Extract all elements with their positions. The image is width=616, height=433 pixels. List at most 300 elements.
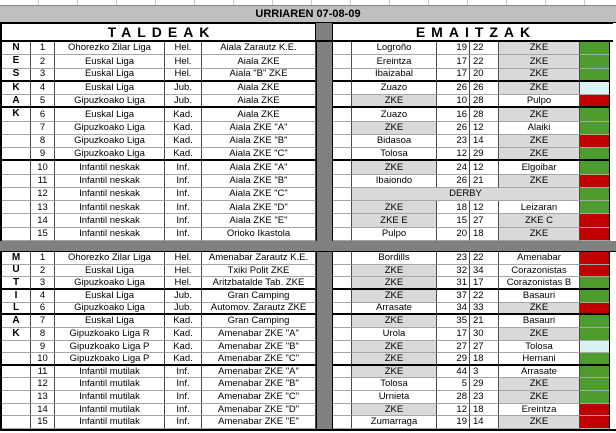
away-score: 21 <box>470 175 499 188</box>
row-number: 9 <box>31 148 55 161</box>
age-category: Hel. <box>165 55 202 68</box>
result-indicator <box>580 42 610 55</box>
home-score: 37 <box>437 290 470 303</box>
league-name: Infantil neskak <box>55 175 165 188</box>
row-number: 3 <box>31 277 55 290</box>
home-score: 19 <box>437 416 470 429</box>
result-indicator <box>580 55 610 68</box>
row-number: 4 <box>31 290 55 303</box>
divider-column <box>316 303 333 316</box>
away-team: ZKE <box>499 303 580 316</box>
edge-cell <box>610 201 613 214</box>
category-letter: A <box>2 95 31 108</box>
age-category: Inf. <box>165 404 202 417</box>
spacer-cell <box>333 55 352 68</box>
age-category: Hel. <box>165 265 202 278</box>
edge-cell <box>610 175 613 188</box>
away-team: ZKE <box>499 69 580 82</box>
category-letter <box>2 366 31 379</box>
result-indicator <box>580 228 610 241</box>
column-group-headers <box>0 23 616 42</box>
team-name: Amenabar ZKE "E" <box>202 416 316 429</box>
divider-column <box>316 122 333 135</box>
category-letter: K <box>2 82 31 95</box>
divider-column <box>316 188 333 201</box>
section-separator <box>0 241 616 252</box>
home-team: Pulpo <box>352 228 437 241</box>
away-score: 27 <box>470 214 499 227</box>
edge-cell <box>610 42 613 55</box>
home-score: 18 <box>437 201 470 214</box>
league-name: Euskal Liga <box>55 82 165 95</box>
away-score: 22 <box>470 55 499 68</box>
home-score: 19 <box>437 42 470 55</box>
away-team: Basauri <box>499 315 580 328</box>
spacer-cell <box>333 315 352 328</box>
away-team: Leizaran <box>499 201 580 214</box>
league-name: Gipuzkoako Liga <box>55 95 165 108</box>
team-name: Txiki Polit ZKE <box>202 265 316 278</box>
age-category: Kad. <box>165 341 202 354</box>
team-name: Aiala ZKE <box>202 108 316 121</box>
result-indicator <box>580 82 610 95</box>
home-score: 24 <box>437 161 470 174</box>
category-letter: U <box>2 265 31 278</box>
category-letter <box>2 214 31 227</box>
team-name: Amenabar ZKE "C" <box>202 391 316 404</box>
category-letter: L <box>2 303 31 316</box>
spacer-cell <box>333 416 352 429</box>
league-name: Euskal Liga <box>55 290 165 303</box>
home-team: Urola <box>352 328 437 341</box>
age-category: Kad. <box>165 328 202 341</box>
edge-cell <box>610 290 613 303</box>
result-indicator <box>580 148 610 161</box>
category-letter <box>2 416 31 429</box>
home-team: ZKE <box>352 95 437 108</box>
spacer-cell <box>333 161 352 174</box>
row-number: 3 <box>31 69 55 82</box>
teams-header: TALDEAK <box>2 23 316 42</box>
away-score: 22 <box>470 252 499 265</box>
home-score: 23 <box>437 252 470 265</box>
header-divider <box>316 23 333 42</box>
age-category: Inf. <box>165 201 202 214</box>
team-name: Amenabar ZKE "B" <box>202 378 316 391</box>
team-name: Amenabar ZKE "A" <box>202 328 316 341</box>
spacer-cell <box>333 378 352 391</box>
result-indicator <box>580 135 610 148</box>
category-letter: I <box>2 290 31 303</box>
away-team: ZKE <box>499 55 580 68</box>
edge-cell <box>610 55 613 68</box>
divider-column <box>316 404 333 417</box>
home-team: Tolosa <box>352 378 437 391</box>
age-category: Hel. <box>165 42 202 55</box>
divider-column <box>316 228 333 241</box>
home-team: ZKE <box>352 122 437 135</box>
away-score: 20 <box>470 69 499 82</box>
age-category: Inf. <box>165 188 202 201</box>
divider-column <box>316 315 333 328</box>
away-team: Ereintza <box>499 404 580 417</box>
away-score: 12 <box>470 161 499 174</box>
row-number: 12 <box>31 188 55 201</box>
spacer-cell <box>333 303 352 316</box>
home-score: 5 <box>437 378 470 391</box>
age-category: Kad. <box>165 108 202 121</box>
spacer-cell <box>333 201 352 214</box>
edge-cell <box>610 228 613 241</box>
edge-cell <box>610 353 613 366</box>
divider-column <box>316 175 333 188</box>
spacer-cell <box>333 328 352 341</box>
girls-section <box>0 42 616 241</box>
team-name: Aiala ZKE "A" <box>202 122 316 135</box>
away-team: Hernani <box>499 353 580 366</box>
league-name: Gipuzkoako Liga R <box>55 328 165 341</box>
age-category: Hel. <box>165 277 202 290</box>
row-number: 7 <box>31 122 55 135</box>
divider-column <box>316 161 333 174</box>
result-indicator <box>580 416 610 429</box>
away-team: Pulpo <box>499 95 580 108</box>
divider-column <box>316 353 333 366</box>
spacer-cell <box>333 82 352 95</box>
team-name: Automov. Zarautz ZKE <box>202 303 316 316</box>
home-team: ZKE <box>352 201 437 214</box>
row-number: 1 <box>31 42 55 55</box>
divider-column <box>316 378 333 391</box>
team-name: Aiala ZKE "B" <box>202 175 316 188</box>
age-category: Hel. <box>165 69 202 82</box>
team-name: Amenabar ZKE "C" <box>202 353 316 366</box>
category-letter: K <box>2 108 31 121</box>
home-score: 28 <box>437 391 470 404</box>
result-indicator <box>580 277 610 290</box>
team-name: Aiala ZKE <box>202 95 316 108</box>
team-name: Aiala "B" ZKE <box>202 69 316 82</box>
result-indicator <box>580 315 610 328</box>
team-name: Aritzbatalde Tab. ZKE <box>202 277 316 290</box>
edge-cell <box>610 303 613 316</box>
home-team: Tolosa <box>352 148 437 161</box>
result-indicator <box>580 201 610 214</box>
divider-column <box>316 265 333 278</box>
age-category: Inf. <box>165 416 202 429</box>
away-score: 33 <box>470 303 499 316</box>
category-letter: S <box>2 69 31 82</box>
category-letter <box>2 404 31 417</box>
age-category: Hel. <box>165 252 202 265</box>
edge-cell <box>610 108 613 121</box>
divider-column <box>316 95 333 108</box>
home-score: 26 <box>437 82 470 95</box>
home-score: 12 <box>437 404 470 417</box>
home-score: 17 <box>437 328 470 341</box>
row-number: 14 <box>31 214 55 227</box>
divider-column <box>316 328 333 341</box>
home-team: ZKE <box>352 404 437 417</box>
divider-column <box>316 135 333 148</box>
spacer-cell <box>333 277 352 290</box>
edge-cell <box>610 135 613 148</box>
row-number: 11 <box>31 366 55 379</box>
home-score: 15 <box>437 214 470 227</box>
spacer-cell <box>333 214 352 227</box>
home-team: ZKE <box>352 341 437 354</box>
league-name: Infantil mutilak <box>55 391 165 404</box>
boys-section <box>0 252 616 431</box>
home-team: ZKE <box>352 277 437 290</box>
away-score: 22 <box>470 42 499 55</box>
away-score: 14 <box>470 135 499 148</box>
home-score: 12 <box>437 148 470 161</box>
away-team: ZKE <box>499 135 580 148</box>
row-number: 1 <box>31 252 55 265</box>
league-name: Infantil neskak <box>55 228 165 241</box>
result-indicator <box>580 391 610 404</box>
league-name: Gipuzkoako Liga P <box>55 353 165 366</box>
home-team: ZKE <box>352 366 437 379</box>
away-score: 26 <box>470 82 499 95</box>
league-name: Gipuzkoako Liga <box>55 303 165 316</box>
row-number: 6 <box>31 108 55 121</box>
age-category: Inf. <box>165 228 202 241</box>
divider-column <box>316 290 333 303</box>
result-indicator <box>580 303 610 316</box>
category-letter <box>2 353 31 366</box>
league-name: Gipuzkoako Liga <box>55 122 165 135</box>
divider-column <box>316 341 333 354</box>
home-team: Arrasate <box>352 303 437 316</box>
away-team: ZKE C <box>499 214 580 227</box>
spacer-cell <box>333 252 352 265</box>
league-name: Euskal Liga <box>55 108 165 121</box>
spacer-cell <box>333 69 352 82</box>
home-score: 27 <box>437 341 470 354</box>
team-name: Orioko Ikastola <box>202 228 316 241</box>
away-team: Elgoibar <box>499 161 580 174</box>
home-score: 26 <box>437 175 470 188</box>
home-team: Bidasoa <box>352 135 437 148</box>
league-name: Gipuzkoako Liga <box>55 277 165 290</box>
home-team: Urnieta <box>352 391 437 404</box>
team-name: Gran Camping <box>202 290 316 303</box>
team-name: Amenabar Zarautz K.E. <box>202 252 316 265</box>
row-number: 15 <box>31 228 55 241</box>
home-team: Zuazo <box>352 108 437 121</box>
divider-column <box>316 214 333 227</box>
age-category: Inf. <box>165 161 202 174</box>
edge-cell <box>610 161 613 174</box>
row-number: 13 <box>31 391 55 404</box>
category-letter: M <box>2 252 31 265</box>
away-score: 34 <box>470 265 499 278</box>
home-score: 29 <box>437 353 470 366</box>
edge-cell <box>610 341 613 354</box>
result-indicator <box>580 122 610 135</box>
league-name: Infantil neskak <box>55 188 165 201</box>
spacer-cell <box>333 341 352 354</box>
away-score: 14 <box>470 416 499 429</box>
away-score: 17 <box>470 277 499 290</box>
edge-cell <box>610 69 613 82</box>
league-name: Infantil neskak <box>55 161 165 174</box>
team-name: Aiala ZKE <box>202 55 316 68</box>
league-name: Infantil mutilak <box>55 366 165 379</box>
age-category: Kad. <box>165 122 202 135</box>
home-team: ZKE <box>352 161 437 174</box>
away-team: ZKE <box>499 108 580 121</box>
away-team: ZKE <box>499 328 580 341</box>
age-category: Kad. <box>165 353 202 366</box>
date-title-bar <box>0 6 616 23</box>
edge-cell <box>610 82 613 95</box>
home-team: ZKE <box>352 353 437 366</box>
home-score: 31 <box>437 277 470 290</box>
home-score: 44 <box>437 366 470 379</box>
age-category: Inf. <box>165 214 202 227</box>
category-letter <box>2 201 31 214</box>
away-score: 29 <box>470 378 499 391</box>
category-letter <box>2 391 31 404</box>
edge-cell <box>610 366 613 379</box>
spacer-cell <box>333 404 352 417</box>
team-name: Amenabar ZKE "B" <box>202 341 316 354</box>
team-name: Aiala ZKE "C" <box>202 188 316 201</box>
away-score: 30 <box>470 328 499 341</box>
divider-column <box>316 69 333 82</box>
away-team: ZKE <box>499 228 580 241</box>
away-score: 18 <box>470 353 499 366</box>
away-score: 18 <box>470 404 499 417</box>
team-name: Gran Camping <box>202 315 316 328</box>
away-score: 28 <box>470 95 499 108</box>
edge-cell <box>610 328 613 341</box>
result-indicator <box>580 366 610 379</box>
divider-column <box>316 391 333 404</box>
league-name: Infantil neskak <box>55 201 165 214</box>
team-name: Amenabar ZKE "A" <box>202 366 316 379</box>
team-name: Aiala ZKE "C" <box>202 148 316 161</box>
team-name: Amenabar ZKE "D" <box>202 404 316 417</box>
home-team: Ibaizabal <box>352 69 437 82</box>
edge-cell <box>610 188 613 201</box>
league-name: Gipuzkoako Liga <box>55 148 165 161</box>
result-indicator <box>580 252 610 265</box>
result-indicator <box>580 378 610 391</box>
age-category: Jub. <box>165 82 202 95</box>
category-letter: N <box>2 42 31 55</box>
row-number: 2 <box>31 55 55 68</box>
results-header: EMAITZAK <box>333 23 613 42</box>
edge-cell <box>610 252 613 265</box>
spacer-cell <box>333 265 352 278</box>
away-team: Corazonistas <box>499 265 580 278</box>
away-score: 28 <box>470 108 499 121</box>
divider-column <box>316 148 333 161</box>
team-name: Aiala ZKE "E" <box>202 214 316 227</box>
away-team: ZKE <box>499 175 580 188</box>
team-name: Aiala ZKE "B" <box>202 135 316 148</box>
spacer-cell <box>333 188 352 201</box>
derby-cell: DERBY <box>352 188 580 201</box>
spacer-cell <box>333 290 352 303</box>
home-team: ZKE <box>352 315 437 328</box>
row-number: 8 <box>31 328 55 341</box>
home-score: 10 <box>437 95 470 108</box>
home-team: Ereintza <box>352 55 437 68</box>
home-team: ZKE <box>352 290 437 303</box>
home-score: 26 <box>437 122 470 135</box>
result-indicator <box>580 353 610 366</box>
away-team: ZKE <box>499 42 580 55</box>
away-score: 27 <box>470 341 499 354</box>
edge-cell <box>610 265 613 278</box>
team-name: Aiala Zarautz K.E. <box>202 42 316 55</box>
home-score: 35 <box>437 315 470 328</box>
row-number: 11 <box>31 175 55 188</box>
home-score: 32 <box>437 265 470 278</box>
home-team: ZKE E <box>352 214 437 227</box>
category-letter <box>2 378 31 391</box>
away-team: Basauri <box>499 290 580 303</box>
row-number: 10 <box>31 353 55 366</box>
away-team: Alaiki <box>499 122 580 135</box>
home-score: 17 <box>437 69 470 82</box>
result-indicator <box>580 265 610 278</box>
category-letter <box>2 188 31 201</box>
date-title: URRIAREN 07-08-09 <box>255 8 361 20</box>
age-category: Kad. <box>165 148 202 161</box>
row-number: 7 <box>31 315 55 328</box>
league-name: Euskal Liga <box>55 55 165 68</box>
home-team: Ibaiondo <box>352 175 437 188</box>
result-indicator <box>580 108 610 121</box>
age-category: Inf. <box>165 366 202 379</box>
age-category: Inf. <box>165 175 202 188</box>
row-number: 15 <box>31 416 55 429</box>
category-letter <box>2 161 31 174</box>
away-team: Corazonistas B <box>499 277 580 290</box>
category-letter: E <box>2 55 31 68</box>
edge-cell <box>610 122 613 135</box>
age-category: Jub. <box>165 303 202 316</box>
row-number: 6 <box>31 303 55 316</box>
home-team: Zumarraga <box>352 416 437 429</box>
result-indicator <box>580 161 610 174</box>
age-category: Inf. <box>165 378 202 391</box>
divider-column <box>316 82 333 95</box>
edge-cell <box>610 416 613 429</box>
category-letter <box>2 175 31 188</box>
divider-column <box>316 42 333 55</box>
team-name: Aiala ZKE "D" <box>202 201 316 214</box>
away-team: ZKE <box>499 148 580 161</box>
row-number: 2 <box>31 265 55 278</box>
result-indicator <box>580 69 610 82</box>
row-number: 14 <box>31 404 55 417</box>
divider-column <box>316 252 333 265</box>
spacer-cell <box>333 135 352 148</box>
row-number: 9 <box>31 341 55 354</box>
result-indicator <box>580 404 610 417</box>
league-name: Infantil neskak <box>55 214 165 227</box>
home-team: Zuazo <box>352 82 437 95</box>
row-number: 5 <box>31 95 55 108</box>
category-letter <box>2 228 31 241</box>
